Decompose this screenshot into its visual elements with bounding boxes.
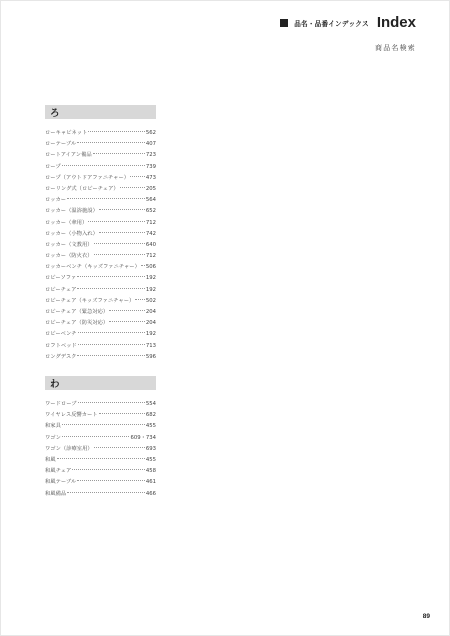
- entry-name: ロッカー（文教用）: [45, 241, 93, 248]
- entry-name: ロビーチェア（キッズファニチャー）: [45, 297, 135, 304]
- dot-leader: [67, 198, 145, 199]
- entry-name: ロビーベンチ: [45, 331, 77, 338]
- entry-name: ワードローブ: [45, 401, 77, 407]
- entry-page-number: 712: [145, 253, 156, 260]
- entry-page-number: 712: [145, 219, 156, 226]
- index-entry: [45, 296, 156, 307]
- entry-page-number: 742: [145, 230, 156, 237]
- entry-page-number: 713: [145, 342, 156, 349]
- section-letter: わ: [50, 379, 60, 390]
- index-entry: [45, 262, 156, 273]
- dot-leader: [135, 299, 145, 300]
- entry-page-number: 554: [145, 401, 156, 407]
- entry-page-number: 458: [145, 468, 156, 475]
- index-section-ro: [45, 105, 156, 363]
- entry-name: ロビーチェア（緊急対応）: [45, 309, 109, 315]
- index-entry: [45, 318, 156, 329]
- index-entry: [45, 285, 156, 296]
- index-entry: [45, 251, 156, 262]
- dot-leader: [88, 221, 145, 222]
- dot-leader: [77, 142, 145, 143]
- dot-leader: [57, 458, 145, 459]
- index-entry: [45, 307, 156, 318]
- entry-name: ロビーソファ: [45, 275, 77, 282]
- entry-name: ロッカー: [45, 197, 67, 204]
- header-label: 品名・品番インデックス: [294, 19, 369, 28]
- header-subtitle: 商品名検索: [375, 44, 416, 52]
- entry-page-number: 640: [145, 241, 156, 248]
- index-entry: [45, 240, 156, 251]
- entry-page-number: 204: [145, 320, 156, 327]
- entry-page-number: 473: [145, 174, 156, 181]
- dot-leader: [77, 276, 145, 277]
- entry-name: ロッカー（防火衣）: [45, 253, 93, 260]
- entry-page-number: 455: [145, 456, 156, 463]
- dot-leader: [130, 176, 145, 177]
- entry-name: 和風: [45, 456, 56, 463]
- entry-page-number: 192: [145, 286, 156, 293]
- entry-page-number: 596: [145, 353, 156, 360]
- dot-leader: [72, 469, 145, 470]
- dot-leader: [99, 232, 145, 233]
- entry-page-number: 205: [145, 185, 156, 192]
- square-bullet-icon: [280, 19, 288, 27]
- entry-page-number: 693: [145, 445, 156, 452]
- entry-page-number: 609・734: [130, 434, 156, 441]
- entry-name: ロビーチェア: [45, 286, 77, 293]
- index-section-wa: [45, 376, 156, 500]
- entry-page-number: 652: [145, 208, 156, 215]
- dot-leader: [94, 243, 145, 244]
- index-entry: [45, 229, 156, 240]
- entry-page-number: 455: [145, 423, 156, 430]
- index-entry: [45, 466, 156, 477]
- index-entry: [45, 421, 156, 432]
- entry-page-number: 192: [145, 331, 156, 338]
- page-header: [280, 15, 416, 30]
- index-entry: [45, 195, 156, 206]
- dot-leader: [78, 402, 145, 403]
- entry-name: ロープ: [45, 163, 61, 170]
- entry-name: 和風テーブル: [45, 479, 77, 486]
- dot-leader: [77, 288, 144, 289]
- dot-leader: [62, 165, 145, 166]
- entry-name: ロッカー（傘用）: [45, 219, 88, 226]
- entry-page-number: 466: [145, 490, 156, 497]
- index-entry: [45, 477, 156, 488]
- entry-name: ローキャビネット: [45, 130, 88, 136]
- index-entry: [45, 128, 156, 139]
- dot-leader: [93, 153, 145, 154]
- index-entry: [45, 410, 156, 421]
- index-entry: [45, 433, 156, 444]
- index-entry: [45, 444, 156, 455]
- dot-leader: [78, 344, 145, 345]
- dot-leader: [77, 355, 144, 356]
- dot-leader: [67, 492, 145, 493]
- dot-leader: [94, 254, 145, 255]
- dot-leader: [109, 321, 145, 322]
- entry-list: [45, 128, 156, 363]
- dot-leader: [99, 209, 145, 210]
- index-entry: [45, 206, 156, 217]
- dot-leader: [141, 265, 145, 266]
- index-entry: [45, 162, 156, 173]
- index-entry: [45, 273, 156, 284]
- entry-name: ワゴン: [45, 434, 61, 441]
- index-entry: [45, 173, 156, 184]
- dot-leader: [120, 187, 145, 188]
- entry-name: 和風備品: [45, 490, 67, 497]
- entry-name: ワイヤレス反響カート: [45, 412, 98, 419]
- index-entry: [45, 184, 156, 195]
- entry-name: ロングデスク: [45, 353, 77, 360]
- entry-name: 和風チェア: [45, 468, 72, 475]
- dot-leader: [78, 332, 145, 333]
- header-title: Index: [376, 14, 416, 31]
- entry-page-number: 562: [145, 130, 156, 136]
- dot-leader: [109, 310, 145, 311]
- entry-page-number: 564: [145, 197, 156, 204]
- entry-page-number: 407: [145, 141, 156, 148]
- entry-name: ロビーチェア（防災対応）: [45, 320, 109, 327]
- entry-name: ローリング式（ロビーチェア）: [45, 185, 119, 192]
- section-header: [45, 376, 156, 390]
- dot-leader: [62, 424, 145, 425]
- index-entry: [45, 489, 156, 500]
- entry-name: ロッカー（小物入れ）: [45, 230, 98, 237]
- dot-leader: [77, 480, 145, 481]
- section-header: [45, 105, 156, 119]
- entry-name: ロフトベッド: [45, 342, 77, 349]
- dot-leader: [99, 413, 145, 414]
- dot-leader: [88, 131, 144, 132]
- dot-leader: [94, 447, 145, 448]
- dot-leader: [62, 436, 130, 437]
- entry-name: ロッカーベンチ（キッズファニチャー）: [45, 264, 140, 271]
- entry-page-number: 461: [145, 479, 156, 486]
- entry-name: ローテーブル: [45, 141, 77, 148]
- entry-page-number: 739: [145, 163, 156, 170]
- entry-page-number: 682: [145, 412, 156, 419]
- index-entry: [45, 218, 156, 229]
- index-entry: [45, 150, 156, 161]
- index-entry: [45, 329, 156, 340]
- index-entry: [45, 341, 156, 352]
- index-entry: [45, 352, 156, 363]
- entry-name: ロートアイアン備品: [45, 152, 92, 159]
- index-entry: [45, 399, 156, 410]
- entry-page-number: 502: [145, 297, 156, 304]
- index-entry: [45, 455, 156, 466]
- entry-name: 和家具: [45, 423, 61, 430]
- entry-page-number: 192: [145, 275, 156, 282]
- page-number: 89: [422, 613, 430, 620]
- entry-name: ロッカー（温浴施設）: [45, 208, 98, 215]
- entry-list: [45, 399, 156, 500]
- entry-page-number: 506: [145, 264, 156, 271]
- section-letter: ろ: [50, 108, 60, 119]
- index-entry: [45, 139, 156, 150]
- entry-name: ロープ（アウトドアファニチャー）: [45, 174, 130, 181]
- entry-page-number: 723: [145, 152, 156, 159]
- entry-page-number: 204: [145, 309, 156, 315]
- entry-name: ワゴン（診療室用）: [45, 445, 93, 452]
